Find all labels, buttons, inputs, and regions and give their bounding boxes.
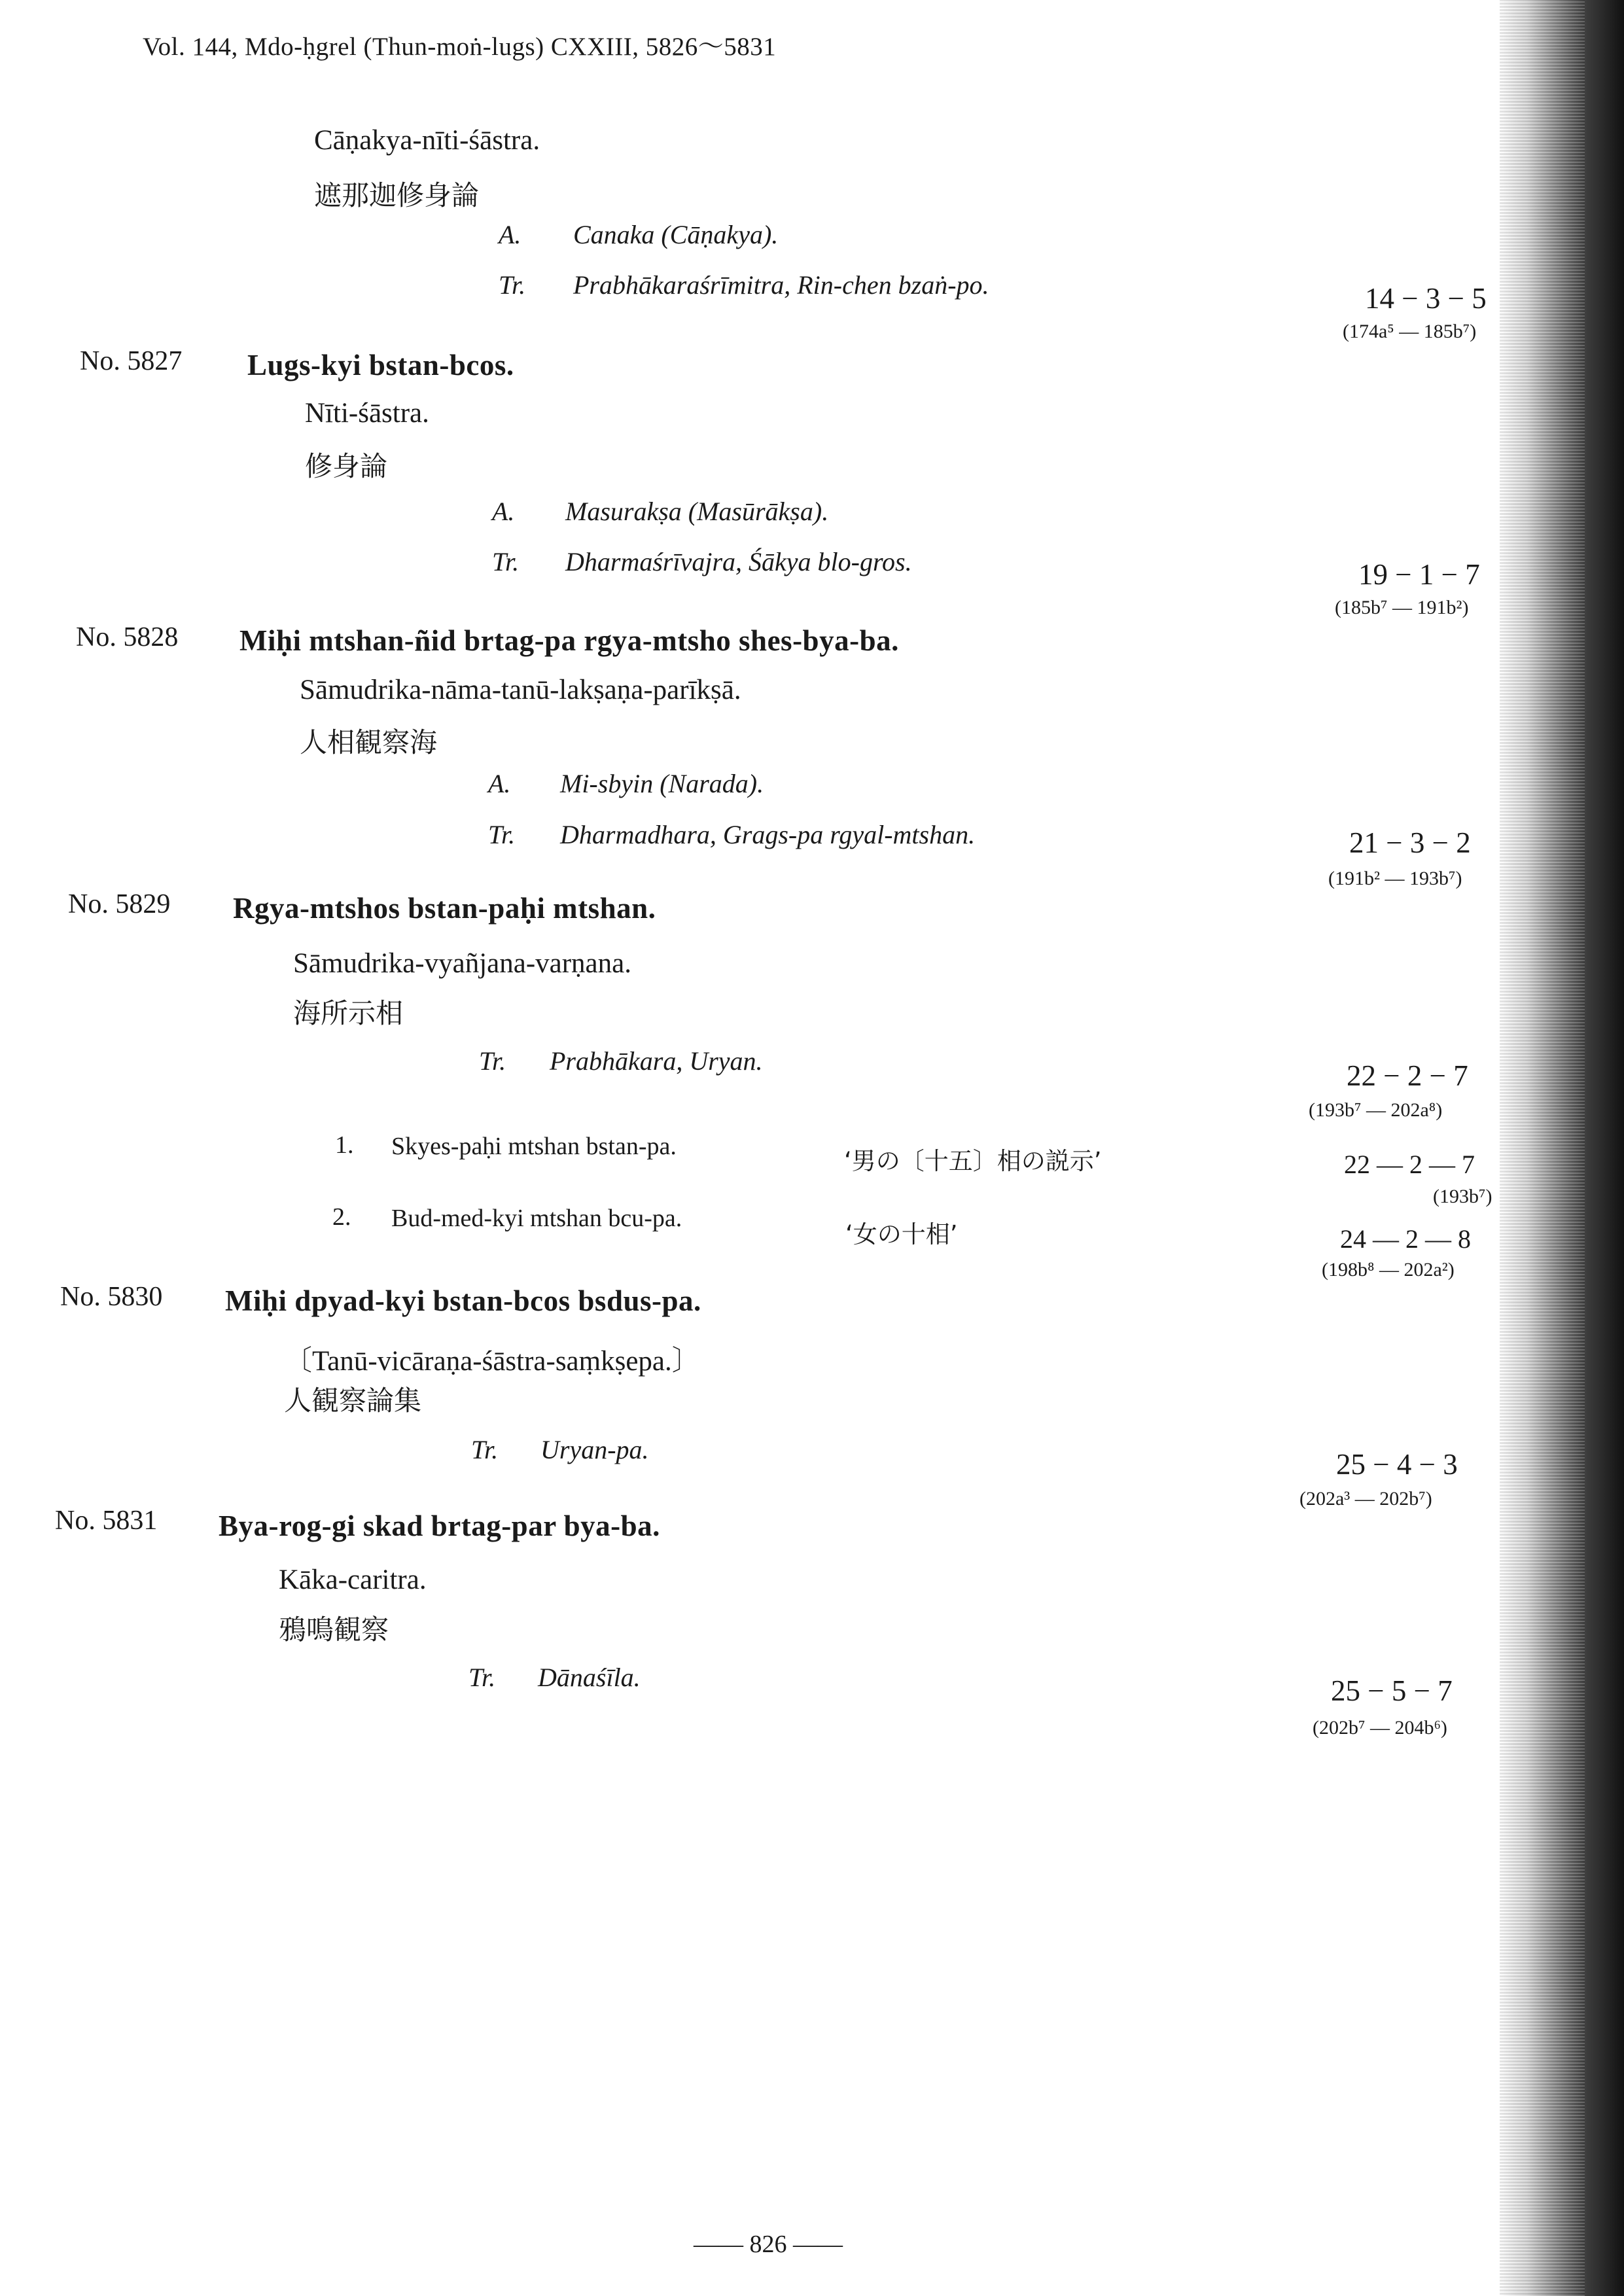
sanskrit-title-5826: Cāṇakya-nīti-śāstra. [314, 125, 540, 156]
translator-value: Prabhākara, Uryan. [550, 1046, 763, 1076]
translator-label: Tr. [492, 547, 520, 576]
sanskrit-title: Sāmudrika-vyañjana-varṇana. [293, 948, 631, 979]
tibetan-title: Miḥi dpyad-kyi bstan-bcos bsdus-pa. [225, 1284, 701, 1317]
author-label: A. [492, 497, 515, 526]
folio-reference: 25 − 5 − 7 [1331, 1674, 1453, 1707]
folio-range: (193b⁷ — 202a⁸) [1309, 1099, 1443, 1121]
sanskrit-title: Nīti-śāstra. [305, 398, 429, 429]
translator-value: Prabhākaraśrīmitra, Rin-chen bzaṅ-po. [573, 270, 989, 300]
folio-range: (191b² — 193b⁷) [1328, 868, 1462, 889]
japanese-title: 修身論 [305, 450, 388, 482]
author-label: A. [499, 220, 521, 249]
entry-number: No. 5828 [76, 622, 179, 652]
sanskrit-title: Kāka-caritra. [279, 1564, 427, 1595]
subitem-number: 1. [335, 1131, 354, 1159]
japanese-title: 人相観察海 [300, 726, 438, 758]
japanese-title: 鴉鳴観察 [279, 1614, 389, 1646]
author-value: Canaka (Cāṇakya). [573, 220, 779, 249]
translator-label: Tr. [479, 1046, 506, 1076]
page-header: Vol. 144, Mdo-ḥgrel (Thun-moṅ-lugs) CXXIII, 5826～5831 [143, 33, 777, 61]
translator-value: Dharmaśrīvajra, Śākya blo-gros. [565, 547, 912, 576]
japanese-title: 人観察論集 [284, 1385, 422, 1417]
folio-range: (185b⁷ — 191b²) [1335, 597, 1469, 618]
folio-reference: 21 − 3 − 2 [1349, 826, 1471, 859]
author-value: Masurakṣa (Masūrākṣa). [565, 497, 829, 526]
subitem-japanese: ‘女の十相’ [845, 1220, 958, 1248]
translator-label: Tr. [499, 270, 526, 300]
subitem-japanese: ‘男の〔十五〕相の説示’ [844, 1147, 1102, 1175]
translator-label: Tr. [471, 1435, 499, 1464]
tibetan-title: Bya-rog-gi skad brtag-par bya-ba. [219, 1510, 660, 1542]
scan-edge-noise [1500, 0, 1585, 2296]
folio-range: (202a³ — 202b⁷) [1299, 1488, 1432, 1510]
subitem-text: Bud-med-kyi mtshan bcu-pa. [391, 1205, 682, 1232]
folio-reference: 25 − 4 − 3 [1336, 1448, 1458, 1481]
author-value: Mi-sbyin (Narada). [560, 769, 764, 798]
translator-label: Tr. [488, 820, 516, 849]
tibetan-title: Rgya-mtshos bstan-paḥi mtshan. [233, 892, 656, 925]
translator-label: Tr. [468, 1663, 496, 1692]
subitem-folio-reference: 24 — 2 — 8 [1340, 1224, 1471, 1254]
translator-value: Dharmadhara, Grags-pa rgyal-mtshan. [560, 820, 976, 849]
subitem-folio-reference: 22 — 2 — 7 [1344, 1150, 1475, 1179]
translator-value: Uryan-pa. [540, 1435, 649, 1464]
sanskrit-title: Sāmudrika-nāma-tanū-lakṣaṇa-parīkṣā. [300, 675, 741, 705]
folio-reference: 14 − 3 − 5 [1365, 282, 1487, 315]
folio-reference: 19 − 1 − 7 [1358, 558, 1480, 591]
sanskrit-title: 〔Tanū-vicāraṇa-śāstra-saṃkṣepa.〕 [284, 1346, 700, 1377]
subitem-number: 2. [332, 1203, 351, 1231]
entry-number: No. 5827 [80, 346, 183, 376]
japanese-title: 海所示相 [293, 997, 404, 1029]
entry-number: No. 5831 [55, 1506, 158, 1536]
tibetan-title: Miḥi mtshan-ñid brtag-pa rgya-mtsho shes-bya-ba. [239, 624, 899, 657]
folio-range: (202b⁷ — 204b⁶) [1313, 1717, 1447, 1739]
tibetan-title: Lugs-kyi bstan-bcos. [247, 349, 514, 381]
subitem-folio-range: (193b⁷) [1433, 1186, 1492, 1207]
entry-number: No. 5829 [68, 889, 171, 919]
folio-range: (174a⁵ — 185b⁷) [1343, 321, 1477, 342]
folio-reference: 22 − 2 − 7 [1347, 1059, 1468, 1092]
subitem-text: Skyes-paḥi mtshan bstan-pa. [391, 1133, 677, 1160]
page-number: —— 826 —— [694, 2231, 843, 2258]
translator-value: Dānaśīla. [538, 1663, 641, 1692]
subitem-folio-range: (198b⁸ — 202a²) [1322, 1259, 1455, 1280]
entry-number: No. 5830 [60, 1282, 163, 1312]
author-label: A. [488, 769, 511, 798]
japanese-title-5826: 遮那迦修身論 [314, 179, 480, 211]
